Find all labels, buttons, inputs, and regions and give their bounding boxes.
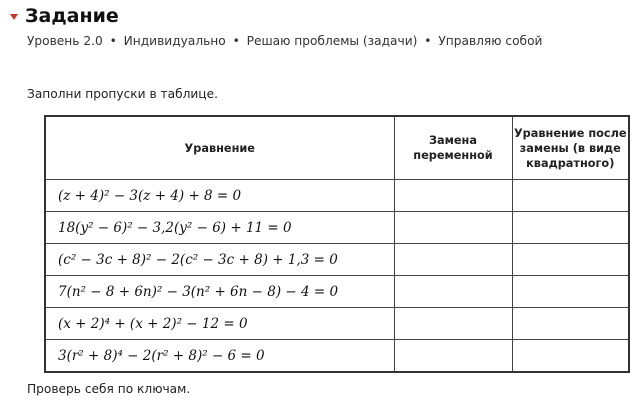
table-row [45, 340, 629, 373]
equation-cell: (z + 4)² − 3(z + 4) + 8 = 0 [45, 180, 394, 212]
substitution-input-cell[interactable] [394, 308, 512, 340]
result-input-cell[interactable] [512, 180, 629, 212]
table-row [45, 212, 629, 244]
result-input-cell[interactable] [512, 308, 629, 340]
skill-label: Управляю собой [438, 34, 543, 48]
task-instruction: Заполни пропуски в таблице. [27, 87, 218, 101]
result-input-cell[interactable] [512, 340, 629, 373]
table-row [45, 308, 629, 340]
mode-label: Индивидуально [123, 34, 226, 48]
column-header-equation: Уравнение [45, 116, 394, 180]
result-input-cell[interactable] [512, 276, 629, 308]
task-title: Задание [25, 5, 119, 27]
meta-separator: • [109, 34, 117, 48]
level-label: Уровень 2.0 [27, 34, 103, 48]
result-input-cell[interactable] [512, 244, 629, 276]
table-row [45, 276, 629, 308]
result-input-cell[interactable] [512, 212, 629, 244]
task-footer [27, 382, 190, 396]
equations-table [44, 115, 630, 373]
meta-separator: • [232, 34, 240, 48]
skill-label: Решаю проблемы (задачи) [246, 34, 418, 48]
substitution-input-cell[interactable] [394, 212, 512, 244]
substitution-input-cell[interactable] [394, 244, 512, 276]
equation-cell: (x + 2)⁴ + (x + 2)² − 12 = 0 [45, 308, 394, 340]
substitution-input-cell[interactable] [394, 276, 512, 308]
substitution-input-cell[interactable] [394, 340, 512, 373]
collapse-triangle-icon[interactable] [10, 14, 18, 20]
equation-cell: (c² − 3c + 8)² − 2(c² − 3c + 8) + 1,3 = 0 [45, 244, 394, 276]
meta-separator: • [424, 34, 432, 48]
task-meta [27, 34, 542, 48]
task-header [10, 5, 119, 27]
substitution-input-cell[interactable] [394, 180, 512, 212]
equation-cell: 7(n² − 8 + 6n)² − 3(n² + 6n − 8) − 4 = 0 [45, 276, 394, 308]
table-header-row [45, 116, 629, 180]
column-header-substitution: Замена переменной [394, 116, 512, 180]
check-keys-text[interactable]: Проверь себя по ключам. [27, 382, 191, 396]
table-row [45, 180, 629, 212]
equation-cell: 18(y² − 6)² − 3,2(y² − 6) + 11 = 0 [45, 212, 394, 244]
equation-cell: 3(r² + 8)⁴ − 2(r² + 8)² − 6 = 0 [45, 340, 394, 373]
column-header-result: Уравнение после замены (в виде квадратного) [512, 116, 629, 180]
table-row [45, 244, 629, 276]
